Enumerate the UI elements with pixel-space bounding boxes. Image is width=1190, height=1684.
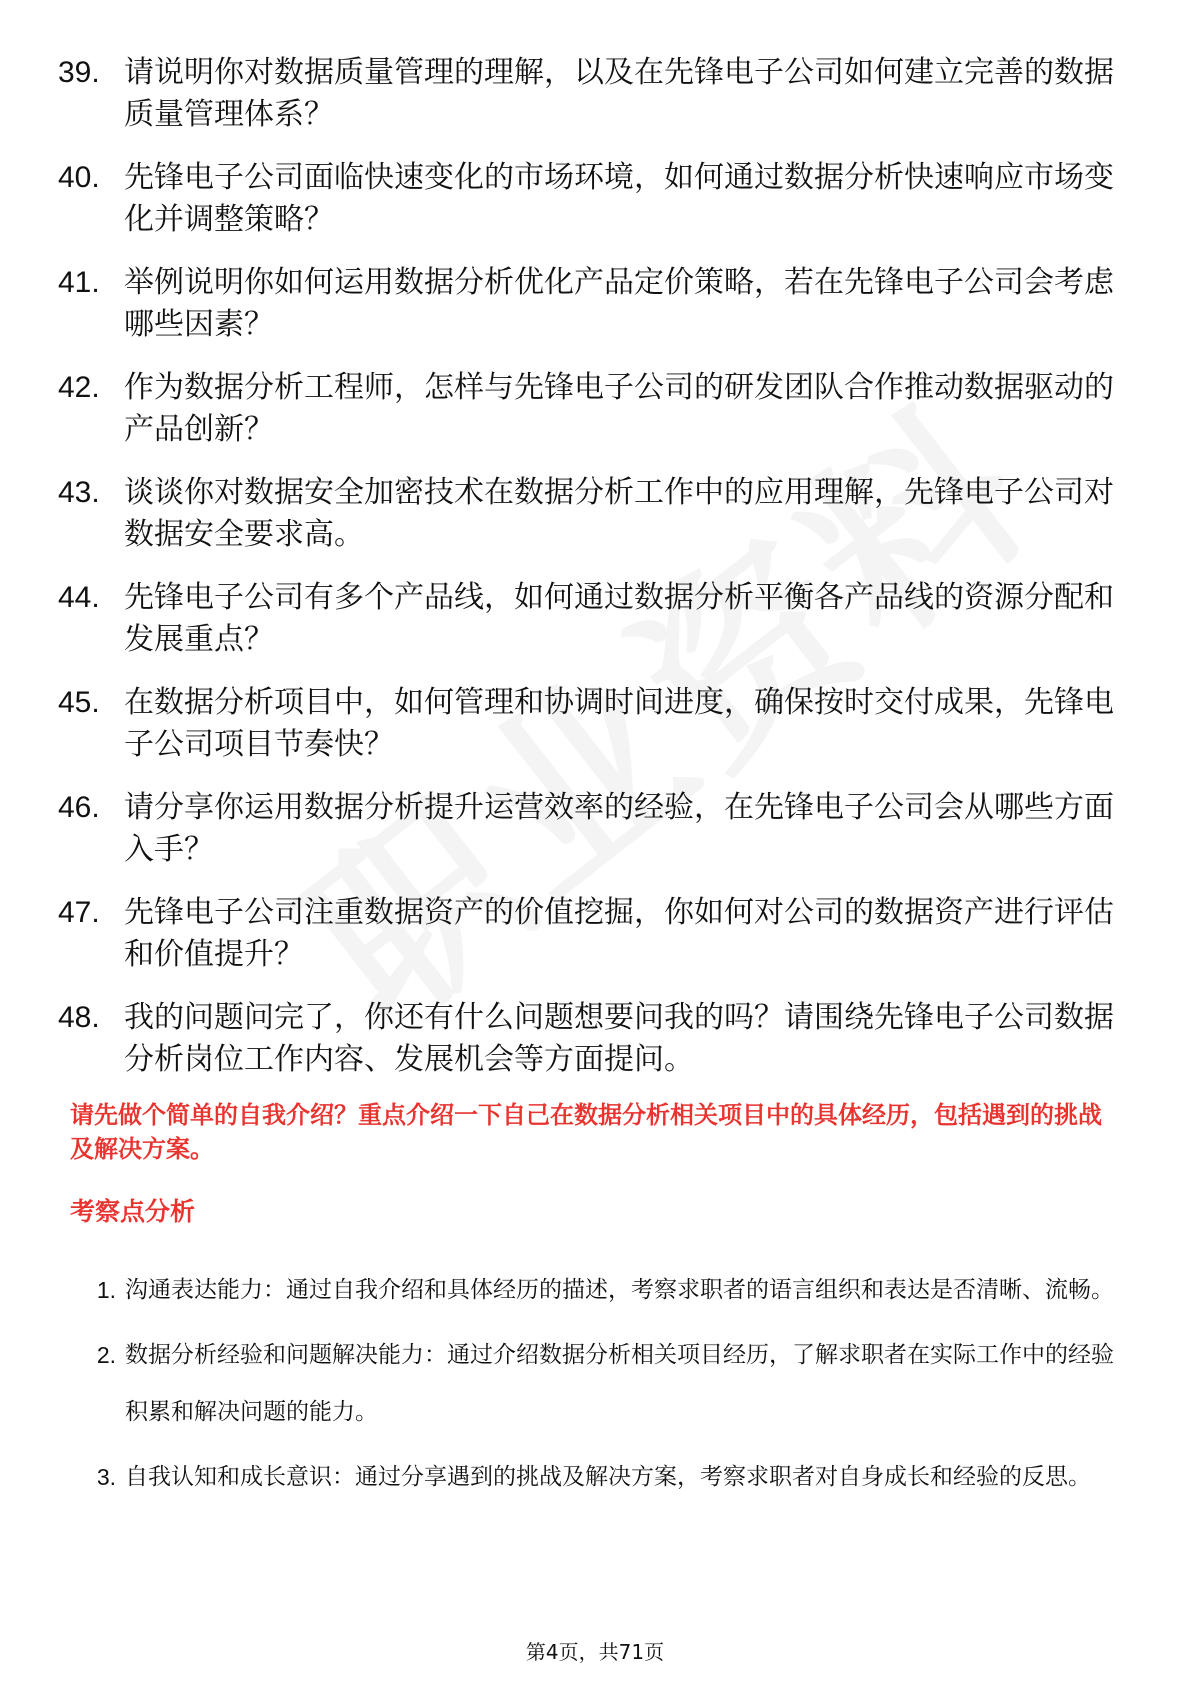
analysis-points-list — [70, 1262, 1130, 1514]
question-list — [58, 52, 1138, 1102]
point-text: 沟通表达能力：通过自我介绍和具体经历的描述，考察求职者的语言组织和表达是否清晰、流畅。 — [125, 1277, 1114, 1303]
featured-question: 请先做个简单的自我介绍？重点介绍一下自己在数据分析相关项目中的具体经历，包括遇到的挑战及解决方案。 — [70, 1101, 1102, 1163]
question-item — [58, 367, 1138, 451]
question-text: 作为数据分析工程师，怎样与先锋电子公司的研发团队合作推动数据驱动的产品创新？ — [124, 370, 1114, 447]
question-item — [58, 682, 1138, 766]
question-item — [58, 52, 1138, 136]
question-number: 45. — [58, 686, 100, 719]
question-number: 43. — [58, 476, 100, 509]
question-item — [58, 157, 1138, 241]
question-number: 47. — [58, 896, 100, 929]
question-number: 48. — [58, 1001, 100, 1034]
point-text: 自我认知和成长意识：通过分享遇到的挑战及解决方案，考察求职者对自身成长和经验的反思。 — [125, 1464, 1091, 1490]
question-text: 在数据分析项目中，如何管理和协调时间进度，确保按时交付成果，先锋电子公司项目节奏快？ — [124, 685, 1114, 762]
analysis-point — [70, 1327, 1130, 1441]
point-number: 3. — [96, 1464, 116, 1490]
question-text: 我的问题问完了，你还有什么问题想要问我的吗？请围绕先锋电子公司数据分析岗位工作内容、发展机会等方面提问。 — [124, 1000, 1114, 1077]
analysis-point — [70, 1449, 1130, 1506]
question-item — [58, 472, 1138, 556]
question-text: 谈谈你对数据安全加密技术在数据分析工作中的应用理解，先锋电子公司对数据安全要求高。 — [124, 475, 1114, 552]
page-footer: 第4页，共71页 — [525, 1640, 665, 1664]
point-text: 数据分析经验和问题解决能力：通过介绍数据分析相关项目经历，了解求职者在实际工作中的经验积累和解决问题的能力。 — [125, 1342, 1114, 1425]
point-number: 2. — [96, 1342, 116, 1368]
question-text: 请说明你对数据质量管理的理解，以及在先锋电子公司如何建立完善的数据质量管理体系？ — [124, 55, 1114, 132]
question-number: 40. — [58, 161, 100, 194]
question-text: 先锋电子公司有多个产品线，如何通过数据分析平衡各产品线的资源分配和发展重点？ — [124, 580, 1114, 657]
question-number: 46. — [58, 791, 100, 824]
question-item — [58, 262, 1138, 346]
question-item — [58, 577, 1138, 661]
question-text: 举例说明你如何运用数据分析优化产品定价策略，若在先锋电子公司会考虑哪些因素？ — [124, 265, 1114, 342]
question-number: 39. — [58, 56, 100, 89]
question-item — [58, 997, 1138, 1081]
point-number: 1. — [96, 1277, 116, 1303]
analysis-point — [70, 1262, 1130, 1319]
question-number: 44. — [58, 581, 100, 614]
question-number: 41. — [58, 266, 100, 299]
question-text: 请分享你运用数据分析提升运营效率的经验，在先锋电子公司会从哪些方面入手？ — [124, 790, 1114, 867]
question-item — [58, 892, 1138, 976]
analysis-heading: 考察点分析 — [70, 1197, 196, 1226]
question-number: 42. — [58, 371, 100, 404]
question-item — [58, 787, 1138, 871]
question-text: 先锋电子公司注重数据资产的价值挖掘，你如何对公司的数据资产进行评估和价值提升？ — [124, 895, 1114, 972]
question-text: 先锋电子公司面临快速变化的市场环境，如何通过数据分析快速响应市场变化并调整策略？ — [124, 160, 1114, 237]
